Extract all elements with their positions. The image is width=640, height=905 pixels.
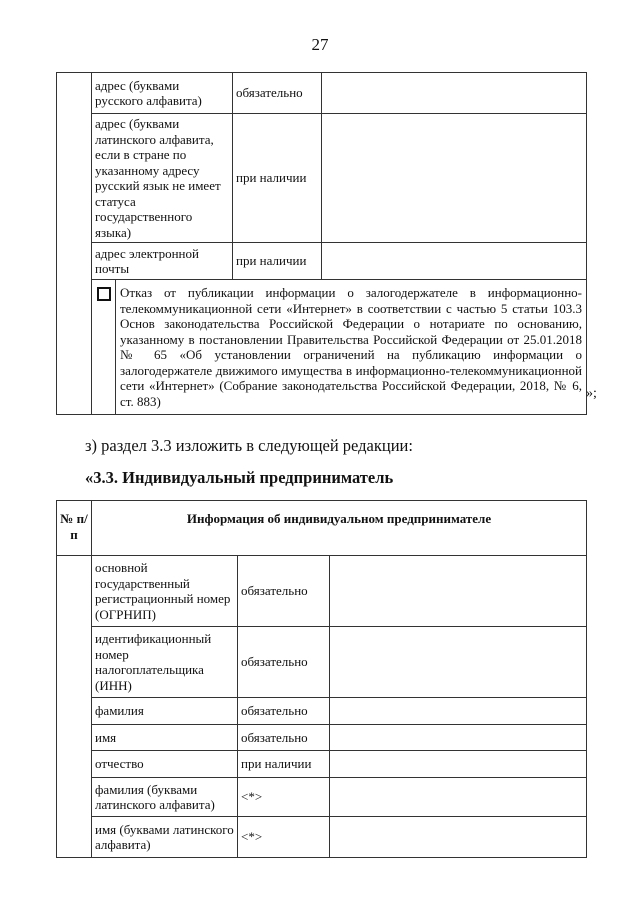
table-row bbox=[57, 556, 587, 627]
field-status: обязательно bbox=[238, 698, 330, 725]
field-value[interactable] bbox=[330, 778, 587, 817]
field-status: обязательно bbox=[238, 725, 330, 751]
table-row bbox=[57, 73, 587, 114]
field-label: идентификационный номер налогоплательщика (ИНН) bbox=[92, 627, 238, 698]
field-label: адрес (буквами латинского алфавита, если в стране по указанному адресу русский язык не имеет статуса государственного языка) bbox=[92, 114, 233, 243]
field-status: обязательно bbox=[238, 627, 330, 698]
field-status: обязательно bbox=[233, 73, 322, 114]
instruction-paragraph: з) раздел 3.3 изложить в следующей редакции: bbox=[85, 436, 413, 455]
table-row bbox=[57, 778, 587, 817]
field-value[interactable] bbox=[330, 725, 587, 751]
pledgee-address-table bbox=[56, 72, 587, 415]
field-status: <*> bbox=[238, 817, 330, 858]
table-row bbox=[57, 114, 587, 243]
field-label: отчество bbox=[92, 751, 238, 778]
field-status: при наличии bbox=[238, 751, 330, 778]
field-status: <*> bbox=[238, 778, 330, 817]
table-row bbox=[57, 627, 587, 698]
field-value[interactable] bbox=[322, 73, 587, 114]
refusal-text: Отказ от публикации информации о залогодержателе в информационно-телекоммуникационной сети «Интернет» в соответствии с частью 5 статьи 103.3 Основ законодательства Российской Федерации о нотариате по основанию, указанному в постановлении Правительства Российской Федерации от 25.01.2018 № 65 «Об установлении ограничений на публикацию информации о залогодержателе движимого имущества в информационно-телекоммуникационной сети «Интернет» (Собрание законодательства Российской Федерации, 2018, № 6, ст. 883) bbox=[116, 280, 587, 415]
field-label: фамилия bbox=[92, 698, 238, 725]
row-number-cell bbox=[57, 556, 92, 858]
field-value[interactable] bbox=[330, 698, 587, 725]
field-value[interactable] bbox=[330, 751, 587, 778]
field-label: фамилия (буквами латинского алфавита) bbox=[92, 778, 238, 817]
field-value[interactable] bbox=[322, 114, 587, 243]
field-label: основной государственный регистрационный номер (ОГРНИП) bbox=[92, 556, 238, 627]
refusal-checkbox[interactable] bbox=[97, 287, 111, 301]
column-header-title: Информация об индивидуальном предпринимателе bbox=[92, 501, 587, 556]
field-value[interactable] bbox=[330, 627, 587, 698]
section-title: «3.3. Индивидуальный предприниматель bbox=[85, 468, 394, 487]
table-row bbox=[57, 817, 587, 858]
field-status: обязательно bbox=[238, 556, 330, 627]
field-label: адрес (буквами русского алфавита) bbox=[92, 73, 233, 114]
field-label: адрес электронной почты bbox=[92, 243, 233, 280]
table-row bbox=[57, 243, 587, 280]
page-number: 27 bbox=[311, 35, 329, 54]
table-header-row bbox=[57, 501, 587, 556]
table-row bbox=[57, 751, 587, 778]
table-row bbox=[57, 725, 587, 751]
field-value[interactable] bbox=[330, 817, 587, 858]
row-number-cell bbox=[57, 73, 92, 415]
refusal-checkbox-cell[interactable] bbox=[92, 280, 116, 415]
column-header-number: № п/п bbox=[57, 501, 92, 556]
field-status: при наличии bbox=[233, 243, 322, 280]
field-value[interactable] bbox=[322, 243, 587, 280]
field-label: имя (буквами латинского алфавита) bbox=[92, 817, 238, 858]
table-row bbox=[57, 698, 587, 725]
refusal-row bbox=[57, 280, 587, 415]
field-status: при наличии bbox=[233, 114, 322, 243]
individual-entrepreneur-table bbox=[56, 500, 587, 858]
field-label: имя bbox=[92, 725, 238, 751]
closing-quote: »; bbox=[586, 386, 597, 401]
field-value[interactable] bbox=[330, 556, 587, 627]
